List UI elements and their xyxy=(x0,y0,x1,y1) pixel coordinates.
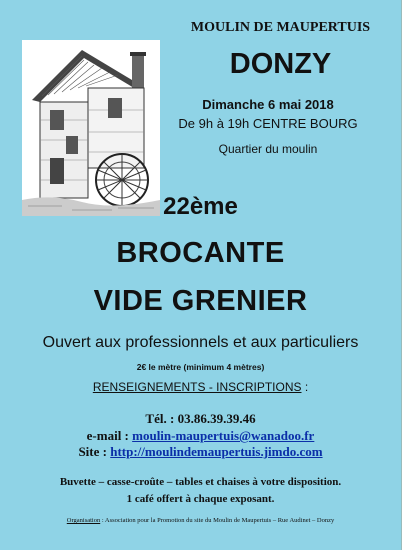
footer-organization xyxy=(0,517,401,524)
open-to-text: Ouvert aux professionnels et aux particuliers xyxy=(42,334,359,351)
site-label: Site : xyxy=(78,444,111,459)
page-bottom-margin xyxy=(0,550,409,556)
footer-org-text: : Association pour la Promotion du site du Moulin de Maupertuis – Rue Audinet – Donzy xyxy=(100,517,335,524)
price-text: 2€ le mètre (minimum 4 mètres) xyxy=(136,362,265,372)
amenities-line-2: 1 café offert à chaque exposant. xyxy=(126,493,275,505)
event-title-brocante: BROCANTE xyxy=(116,237,285,269)
phone-number: 03.86.39.39.46 xyxy=(177,411,256,426)
footer-org-label: Organisation xyxy=(66,517,101,524)
amenities-line-1: Buvette – casse-croûte – tables et chaises à votre disposition. xyxy=(59,476,342,488)
organizer-title: MOULIN DE MAUPERTUIS xyxy=(190,20,371,35)
event-date: Dimanche 6 mai 2018 xyxy=(202,97,334,112)
phone-line xyxy=(0,411,401,427)
event-hours: De 9h à 19h CENTRE BOURG xyxy=(178,116,358,131)
site-line xyxy=(0,444,401,460)
email-line xyxy=(0,428,401,444)
email-link[interactable]: moulin-maupertuis@wanadoo.fr xyxy=(132,428,315,443)
email-label: e-mail : xyxy=(86,428,133,443)
info-heading-colon: : xyxy=(301,380,309,394)
site-link[interactable]: http://moulindemaupertuis.jimdo.com xyxy=(110,444,323,459)
event-location: Quartier du moulin xyxy=(218,142,318,156)
edition-number: 22ème xyxy=(163,193,238,220)
town-name: DONZY xyxy=(229,48,332,80)
phone-label: Tél. : xyxy=(145,411,178,426)
info-heading: RENSEIGNEMENTS - INSCRIPTIONS xyxy=(92,380,302,394)
mill-drawing xyxy=(22,40,160,216)
event-title-vide-grenier: VIDE GRENIER xyxy=(93,285,308,317)
mill-sketch-illustration xyxy=(22,40,160,216)
